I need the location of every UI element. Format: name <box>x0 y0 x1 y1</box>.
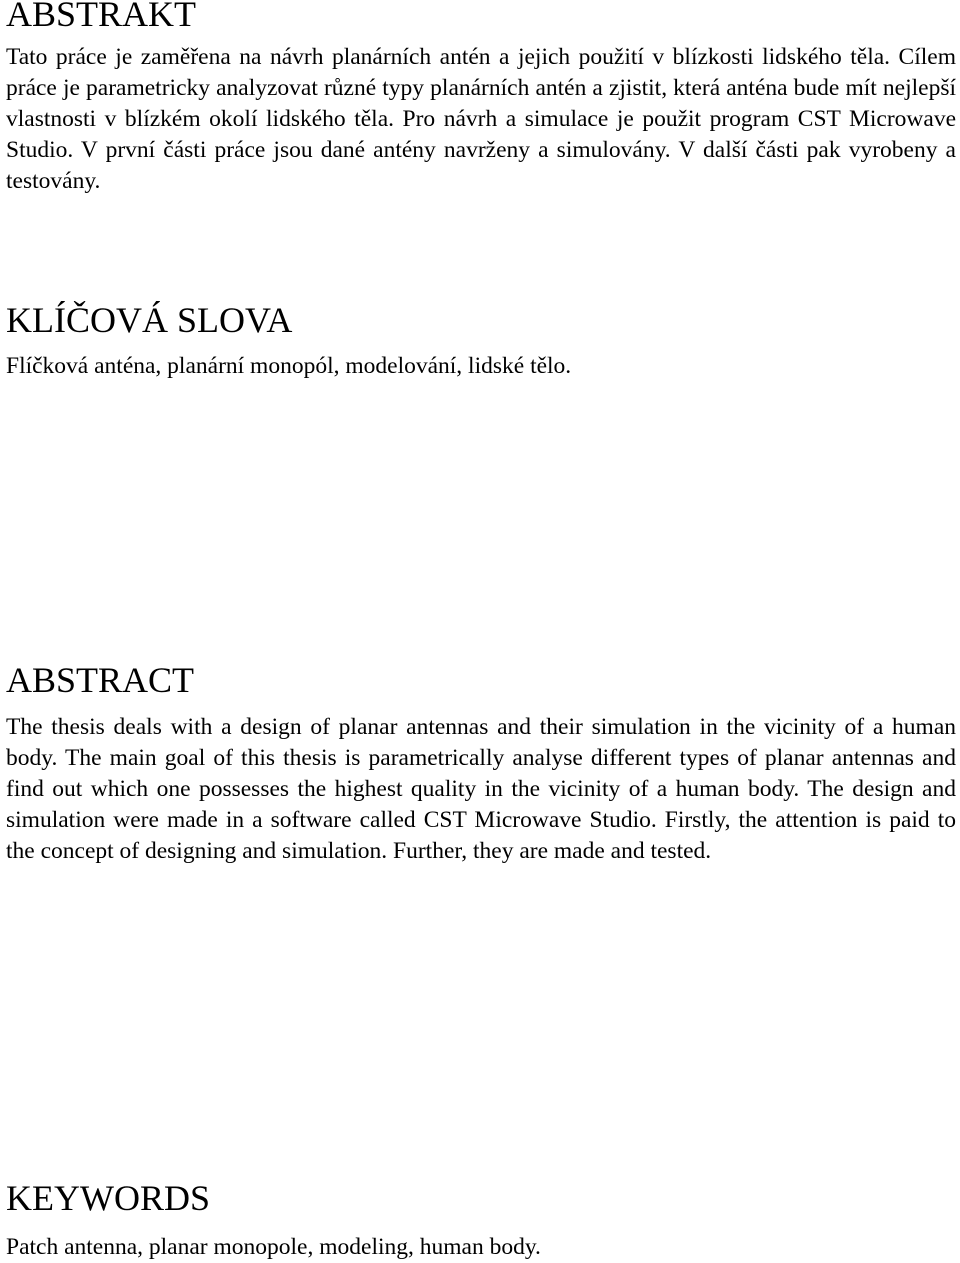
keywords-heading: KEYWORDS <box>6 1178 210 1218</box>
abstract-body: The thesis deals with a design of planar antennas and their simulation in the vicinity of a human body. The main goal of this thesis is parametrically analyse different types of planar antennas and find out which one possesses the highest quality in the vicinity of a human body. The design and simulation were made in a software called CST Microwave Studio. Firstly, the attention is paid to the concept of designing and simulation. Further, they are made and tested. <box>6 714 956 864</box>
abstrakt-heading: ABSTRAKT <box>6 0 197 34</box>
abstract-heading: ABSTRACT <box>6 660 195 700</box>
abstrakt-body: Tato práce je zaměřena na návrh planárních antén a jejich použití v blízkosti lidského těla. Cílem práce je parametricky analyzovat různé typy planárních antén a zjistit, která anténa bude mít nejlepší vlastnosti v blízkém okolí lidského těla. Pro návrh a simulace je použit program CST Microwave Studio. V první části práce jsou dané antény navrženy a simulovány. V další části pak vyrobeny a testovány. <box>6 44 956 194</box>
keywords-section <box>6 1178 956 1263</box>
keywords-body: Patch antenna, planar monopole, modeling, human body. <box>6 1234 541 1260</box>
klicova-slova-body: Flíčková anténa, planární monopól, modelování, lidské tělo. <box>6 353 572 379</box>
klicova-slova-section <box>6 300 956 382</box>
abstract-section <box>6 660 956 867</box>
abstrakt-section <box>6 0 956 197</box>
klicova-slova-heading: KLÍČOVÁ SLOVA <box>6 300 293 340</box>
